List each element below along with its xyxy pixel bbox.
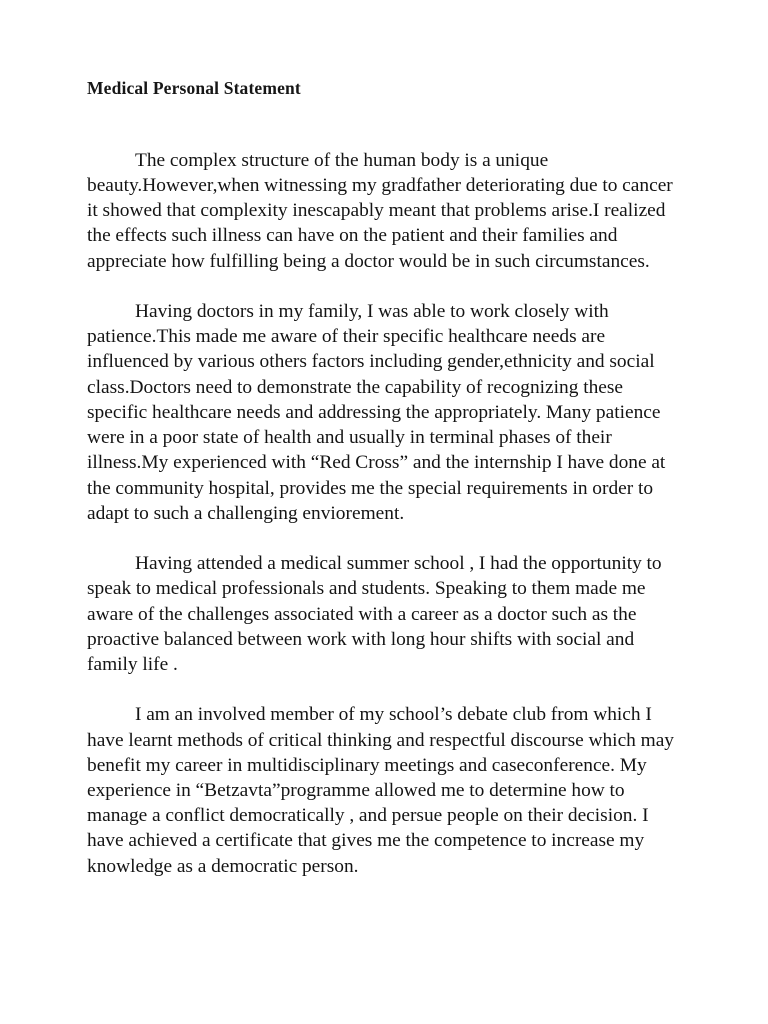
document-body: [87, 78, 684, 879]
paragraph-4: I am an involved member of my school’s debate club from which I have learnt methods of critical thinking and respectful discourse which may benefit my career in multidisciplinary meetings and caseconference. My experience in “Betzavta”programme allowed me to determine how to manage a conflict democratically , and persue people on their decision. I have achieved a certificate that gives me the competence to increase my knowledge as a democratic person.: [87, 704, 674, 877]
document-title: Medical Personal Statement: [87, 78, 301, 98]
paragraph-3: Having attended a medical summer school , I had the opportunity to speak to medical professionals and students. Speaking to them made me aware of the challenges associated with a career as a doctor such as the proactive balanced between work with long hour shifts with social and family life .: [87, 553, 662, 675]
paragraph-2: Having doctors in my family, I was able to work closely with patience.This made me aware of their specific healthcare needs are influenced by various others factors including gender,ethnicity and social class.Doctors need to demonstrate the capability of recognizing these specific healthcare needs and addressing the appropriately. Many patience were in a poor state of health and usually in terminal phases of their illness.My experienced with “Red Cross” and the internship I have done at the community hospital, provides me the special requirements in order to adapt to such a challenging enviorement.: [87, 301, 666, 524]
paragraph-1: The complex structure of the human body is a unique beauty.However,when witnessing my gradfather deteriorating due to cancer it showed that complexity inescapably meant that problems arise.I realized the effects such illness can have on the patient and their families and appreciate how fulfilling being a doctor would be in such circumstances.: [87, 149, 673, 272]
